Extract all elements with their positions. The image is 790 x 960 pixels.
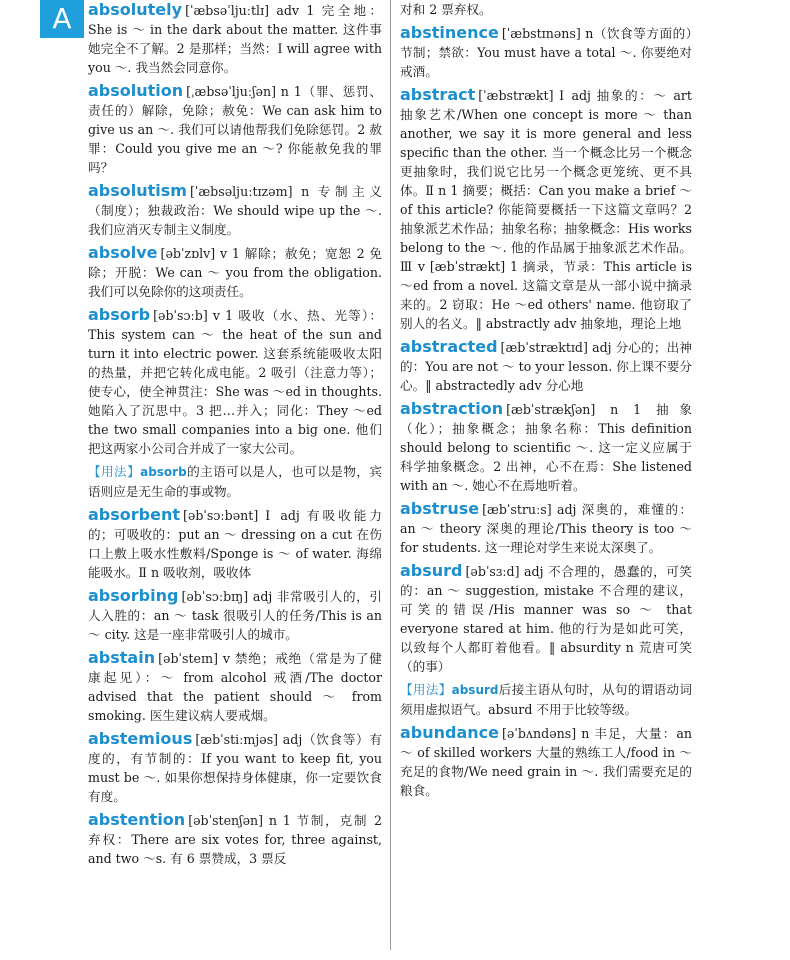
definition: Ⅰ adj 抽象的：～ art 抽象艺术/When one concept is more ～ than another, we say it is more general and less specific than the other. 当一个概念比另一个概念更抽象时，我们说它比另一个概念更笼统、更不具体。Ⅱ n 1 摘要；概括：Can you make a brief ～ of this article? 你能简要概括一下这篇文章吗？2 抽象派艺术作品；抽象名称；抽象概念：His works belong to the ～. 他的作品属于抽象派艺术作品。Ⅲ v [æbˈstrækt] 1 摘录，节录：This article is ～ed from a novel. 这篇文章是从一部小说中摘录来的。2 窃取：He ～ed others' name. 他窃取了别人的名义。‖ abstractly adv 抽象地，理论上地 — [400, 88, 692, 331]
definition: Ⅰ adj 有吸收能力的；可吸收的：put an ～ dressing on a cut 在伤口上敷上吸水性敷料/Sponge is ～ of water. 海绵能吸水。Ⅱ n 吸收剂，吸收体 — [88, 508, 382, 580]
headword: absorbing — [88, 586, 179, 605]
left-column — [88, 0, 382, 960]
entry-abstruse — [400, 499, 692, 557]
headword: abstention — [88, 810, 186, 829]
entry-abstention — [88, 810, 382, 868]
usage-word: absorb — [140, 465, 187, 479]
pronunciation: [əbˈsɜːd] — [465, 564, 525, 579]
entry-abstract — [400, 85, 692, 333]
definition: n（饮食等方面的）节制；禁欲：You must have a total ～. 你要绝对戒酒。 — [400, 26, 692, 79]
headword: abstracted — [400, 337, 498, 356]
definition: v 禁绝；戒绝（常是为了健康起见）：～ from alcohol 戒酒/The doctor advised that the patient should ～ from smoking. 医生建议病人要戒烟。 — [88, 651, 382, 723]
usage-text: 的主语可以是人，也可以是物，宾语则应是无生命的事或物。 — [88, 464, 382, 499]
column-divider — [390, 0, 391, 950]
pronunciation: [æbˈstrækʃən] — [506, 402, 611, 417]
pronunciation: [əbˈsɔːb] — [153, 308, 213, 323]
pronunciation: [əbˈsteɪn] — [158, 651, 223, 666]
usage-label: 【用法】 — [88, 464, 141, 479]
headword: absorbent — [88, 505, 180, 524]
pronunciation: [æbˈstruːs] — [482, 502, 557, 517]
entry-continuation — [400, 0, 692, 19]
headword: absolution — [88, 81, 184, 100]
pronunciation: [æbˈstræktɪd] — [500, 340, 593, 355]
headword: abstract — [400, 85, 476, 104]
definition: adj 深奥的，难懂的：an ～ theory 深奥的理论/This theory is too ～ for students. 这一理论对学生来说太深奥了。 — [400, 502, 692, 555]
entry-absurd — [400, 561, 692, 676]
headword: abstraction — [400, 399, 504, 418]
definition: adj 非常吸引人的，引人入胜的：an ～ task 很吸引人的任务/This is an ～ city. 这是一座非常吸引人的城市。 — [88, 589, 382, 642]
headword: abstain — [88, 648, 156, 667]
entry-abstain — [88, 648, 382, 725]
entry-absolutely — [88, 0, 382, 77]
pronunciation: [ˈæbsəljuːtɪzəm] — [189, 184, 302, 199]
definition: adj 分心的；出神的：You are not ～ to your lesson. 你上课不要分心。‖ abstractedly adv 分心地 — [400, 340, 692, 393]
definition: n 专制主义（制度）；独裁政治：We should wipe up the ～. 我们应消灭专制主义制度。 — [88, 184, 382, 237]
pronunciation: [əbˈsɔːbənt] — [183, 508, 266, 523]
definition: adj 不合理的，愚蠢的，可笑的：an ～ suggestion, mistake 不合理的建议，可笑的错误/His manner was so ～ that everyone stared at him. 他的行为是如此可笑，以致每个人都盯着他看。‖ absurdity n 荒唐可笑（的事） — [400, 564, 692, 674]
pronunciation: [ˈæbstɪnəns] — [501, 26, 586, 41]
entry-absolve — [88, 243, 382, 301]
headword: absolutism — [88, 181, 187, 200]
section-letter-tab: A — [40, 0, 84, 38]
right-column — [400, 0, 692, 960]
pronunciation: [əbˈsɔːbɪŋ] — [181, 589, 253, 604]
usage-word: absurd — [451, 683, 499, 697]
definition: n 1 节制，克制 2 弃权：There are six votes for, three against, and two ～s. 有 6 票赞成，3 票反 — [88, 813, 382, 866]
headword: absorb — [88, 305, 151, 324]
definition: n 1 抽象（化）；抽象概念；抽象名称：This definition should belong to scientific ～. 这一定义应属于科学抽象概念。2 出神，心不在焉：She listened with an ～. 她心不在焉地听着。 — [400, 402, 692, 493]
headword: abstinence — [400, 23, 499, 42]
headword: absolve — [88, 243, 158, 262]
definition: n 丰足，大量：an ～ of skilled workers 大量的熟练工人/food in ～ 充足的食物/We need grain in ～. 我们需要充足的粮食。 — [400, 726, 692, 798]
definition: v 1 解除；赦免；宽恕 2 免除；开脱：We can ～ you from the obligation. 我们可以免除你的这项责任。 — [88, 246, 382, 299]
pronunciation: [ˈæbsəˈljuːtlɪ] — [185, 3, 277, 18]
entry-absorbent — [88, 505, 382, 582]
entry-abstemious — [88, 729, 382, 806]
pronunciation: [əbˈzɒlv] — [160, 246, 220, 261]
pronunciation: [ˈæbstrækt] — [478, 88, 560, 103]
definition: n 1（罪、惩罚、责任的）解除，免除；赦免：We can ask him to give us an ～. 我们可以请他帮我们免除惩罚。2 赦罪：Could you give me an ～? 你能赦免我的罪吗？ — [88, 84, 382, 175]
entry-abundance — [400, 723, 692, 800]
pronunciation: [æbˈstiːmjəs] — [195, 732, 283, 747]
definition: 对和 2 票弃权。 — [400, 2, 492, 17]
headword: absolutely — [88, 0, 183, 19]
entry-abstinence — [400, 23, 692, 81]
entry-absorb — [88, 305, 382, 458]
definition: adj（饮食等）有度的，有节制的：If you want to keep fit, you must be ～. 如果你想保持身体健康，你一定要饮食有度。 — [88, 732, 382, 804]
usage-label: 【用法】 — [400, 682, 452, 697]
pronunciation: [əbˈstenʃən] — [188, 813, 269, 828]
usage-note — [400, 680, 692, 719]
entry-abstracted — [400, 337, 692, 395]
entry-absorbing — [88, 586, 382, 644]
entry-absolution — [88, 81, 382, 177]
usage-note — [88, 462, 382, 501]
headword: abstruse — [400, 499, 480, 518]
entry-absolutism — [88, 181, 382, 239]
headword: absurd — [400, 561, 463, 580]
definition: v 1 吸收（水、热、光等）：This system can ～ the heat of the sun and turn it into electric power. 这套系统能吸收太阳的热量，并把它转化成电能。2 吸引（注意力等）；使专心，使全神贯注：She was ～ed in thoughts. 她陷入了沉思中。3 把…并入；同化：They ～ed the two small companies into a big one. 他们把这两家小公司合并成了一家大公司。 — [88, 308, 382, 456]
definition: adv 1 完全地：She is ～ in the dark about the matter. 这件事她完全不了解。2 是那样；当然：I will agree with you ～. 我当然会同意你。 — [88, 3, 382, 75]
usage-text: 后接主语从句时，从句的谓语动词须用虚拟语气。absurd 不用于比较等级。 — [400, 682, 692, 717]
headword: abstemious — [88, 729, 193, 748]
entry-abstraction — [400, 399, 692, 495]
pronunciation: [ˌæbsəˈljuːʃən] — [186, 84, 281, 99]
headword: abundance — [400, 723, 500, 742]
pronunciation: [əˈbʌndəns] — [502, 726, 582, 741]
